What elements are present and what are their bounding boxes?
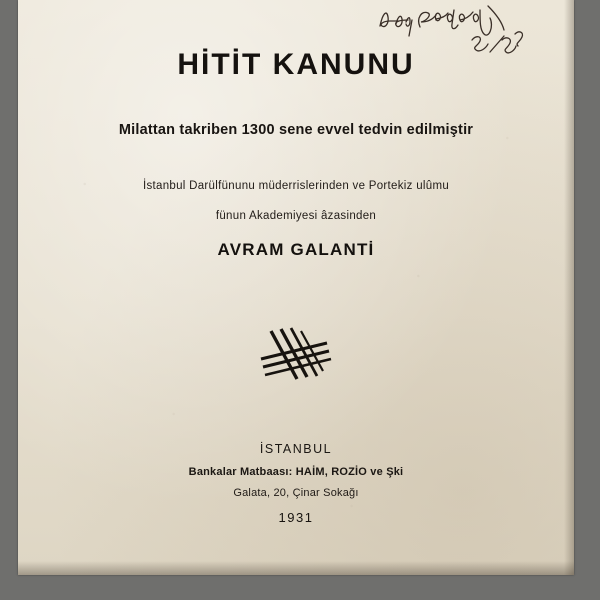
- crosshatch-ornament-icon: [257, 325, 335, 383]
- imprint-year: 1931: [278, 510, 314, 525]
- imprint-address: Galata, 20, Çinar Sokağı: [233, 487, 359, 499]
- page-edge-shadow-bottom: [18, 561, 574, 575]
- ornament-icon: [18, 325, 574, 383]
- page-title: HİTİT KANUNU: [177, 48, 415, 81]
- book-title-page: [18, 0, 574, 575]
- subtitle-line: Milattan takriben 1300 sene evvel tedvin edilmiştir: [118, 122, 474, 138]
- author-affiliation-line-2: fünun Akademiyesi âzasinden: [215, 210, 377, 222]
- title-page-content: [18, 0, 574, 575]
- author-name: AVRAM GALANTİ: [217, 240, 375, 259]
- author-affiliation-line-1: İstanbul Darülfünunu müderrislerinden ve Portekiz ulûmu: [142, 180, 450, 192]
- imprint-city: İSTANBUL: [259, 442, 333, 456]
- imprint-press: Bankalar Matbaası: HAİM, ROZİO ve Şki: [188, 466, 404, 478]
- page-edge-shadow-right: [564, 0, 574, 575]
